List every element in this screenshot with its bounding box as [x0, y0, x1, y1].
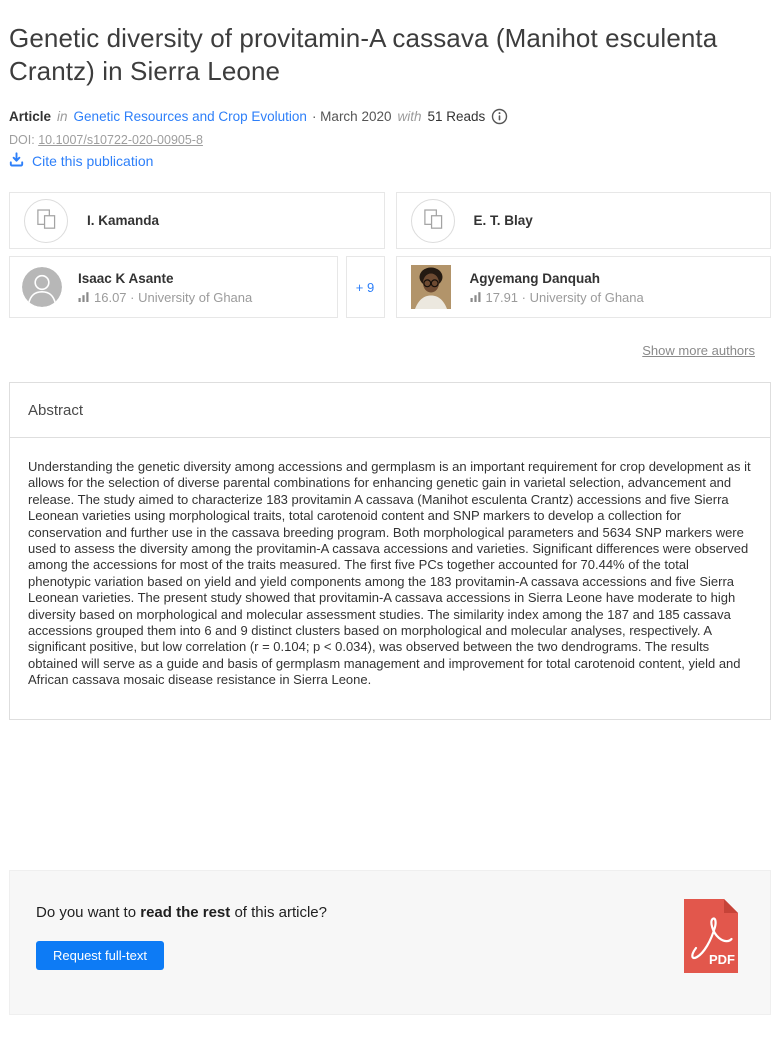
info-icon[interactable] — [491, 108, 508, 125]
author-name: Isaac K Asante — [78, 270, 174, 286]
doi-label: DOI: — [9, 133, 35, 147]
avatar-photo — [411, 265, 451, 309]
request-fulltext-panel — [9, 870, 771, 1015]
pdf-label: PDF — [709, 951, 735, 967]
score-text: 16.07 · University of Ghana — [94, 289, 253, 305]
avatar-silhouette — [22, 267, 62, 307]
author-row-split — [9, 256, 385, 318]
in-label: in — [57, 109, 68, 124]
author-name: E. T. Blay — [473, 212, 533, 228]
request-fulltext-button[interactable]: Request full-text — [36, 941, 164, 970]
publication-page — [0, 22, 780, 1015]
cite-publication-link[interactable] — [9, 152, 771, 170]
show-more-wrap — [9, 342, 771, 360]
page-title: Genetic diversity of provitamin-A cassava (Manihot esculenta Crantz) in Sierra Leone — [9, 23, 718, 86]
author-card-kamanda[interactable] — [9, 192, 385, 249]
doi-line — [9, 133, 771, 147]
publications-icon — [411, 199, 455, 243]
journal-link[interactable]: Genetic Resources and Crop Evolution — [73, 109, 307, 124]
author-name: Agyemang Danquah — [469, 270, 601, 286]
doi-link[interactable]: 10.1007/s10722-020-00905-8 — [38, 133, 203, 147]
cta-question-bold: read the rest — [140, 903, 231, 921]
cta-question-suffix: of this article? — [230, 903, 327, 921]
score-bars-icon — [470, 290, 482, 305]
reads-count: 51 Reads — [427, 109, 486, 124]
publication-type-label: Article — [9, 109, 52, 124]
pdf-file-icon — [683, 898, 739, 974]
author-card-asante[interactable] — [9, 256, 338, 318]
authors-grid — [9, 192, 771, 318]
author-name: I. Kamanda — [87, 212, 160, 228]
author-score-line — [470, 290, 644, 305]
author-card-blay[interactable] — [396, 192, 772, 249]
more-authors-count[interactable]: + 9 — [346, 256, 385, 318]
score-bars-icon — [78, 290, 90, 305]
cite-label: Cite this publication — [32, 153, 154, 169]
abstract-heading: Abstract — [10, 383, 770, 438]
download-icon — [9, 152, 24, 170]
publications-icon — [24, 199, 68, 243]
cta-question — [36, 904, 327, 921]
abstract-section — [9, 382, 771, 720]
with-label: with — [397, 109, 422, 124]
show-more-authors-link[interactable]: Show more authors — [642, 343, 755, 358]
publication-meta — [9, 108, 771, 125]
cta-question-prefix: Do you want to — [36, 903, 141, 921]
publication-date: · March 2020 — [311, 109, 392, 124]
abstract-text: Understanding the genetic diversity among accessions and germplasm is an important requirement for crop development as it allows for the selection of diverse parental combinations for enhancing genetic gain in varietal selection, advancement and release. The study aimed to characterize 183 provitamin A cassava (Manihot esculenta Crantz) accessions and five Sierra Leonean varieties using morphological traits, total carotenoid content and SNP markers to develop a collection for conservation and further use in the cassava breeding program. Both morphological parameters and 5634 SNP markers were used to assess the diversity among the provitamin-A cassava accessions and varieties. Significant differences were observed among the accessions for most of the traits measured. The first five PCs together accounted for 70.44% of the total phenotypic variation based on yield and yield components among the 183 provitamin-A cassava accessions and five Sierra Leonean varieties. The present study showed that provitamin-A cassava accessions in Sierra Leone have moderate to high diversity based on morphological and molecular assessment studies. The similarity index among the 187 and 185 cassava accessions grouped them into 6 and 9 distinct clusters based on morphological and molecular analyses, respectively. A significant positive, but low correlation (r = 0.104; p < 0.034), was observed between the two dendrograms. The results obtained will serve as a guide and basis of germplasm management and improvement for total carotenoid content, yield and African cassava mosaic disease resistance in Sierra Leone. — [28, 459, 751, 688]
author-card-danquah[interactable] — [396, 256, 772, 318]
author-info — [78, 270, 252, 305]
author-score-line — [78, 290, 252, 305]
author-info — [470, 270, 644, 305]
score-text: 17.91 · University of Ghana — [485, 289, 644, 305]
